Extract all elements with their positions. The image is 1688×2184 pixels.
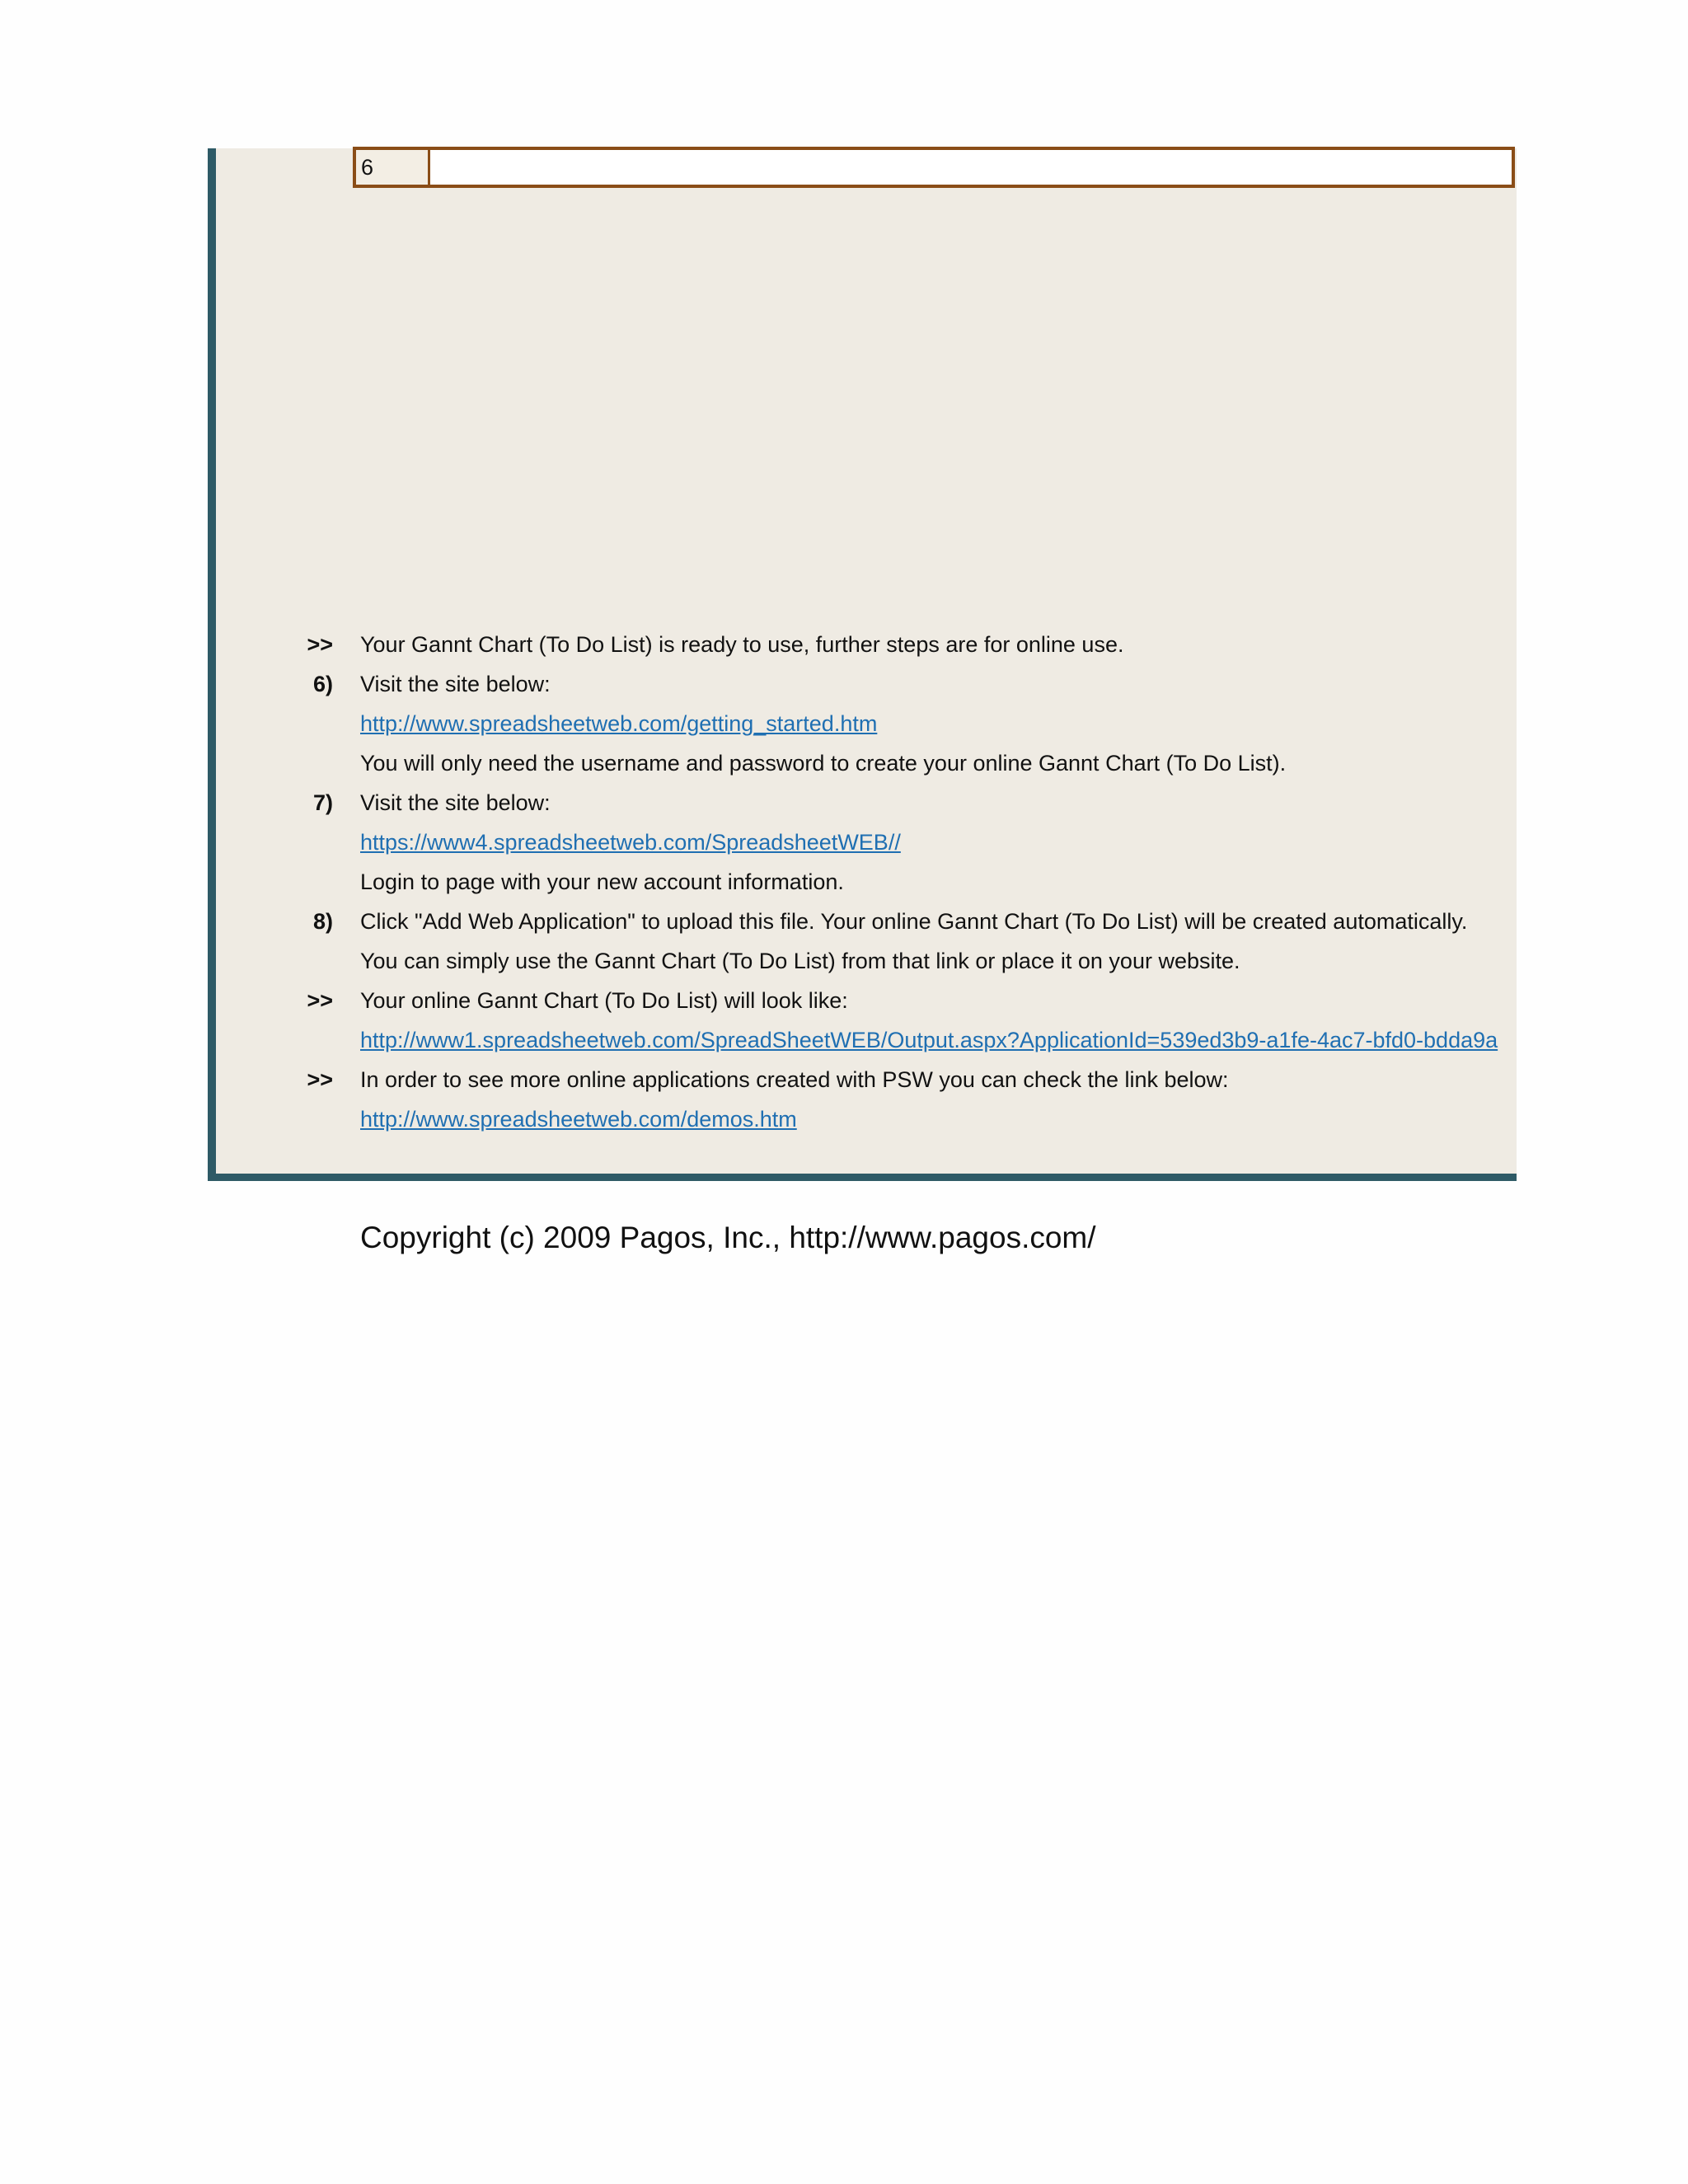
step-marker: >> bbox=[307, 988, 333, 1013]
step-username-note bbox=[298, 743, 1517, 783]
step-marker: >> bbox=[307, 632, 333, 657]
step-text: You will only need the username and password to create your online Gannt Chart (To Do List). bbox=[360, 751, 1287, 776]
task-number-cell: 6 bbox=[356, 150, 430, 185]
step-text: Your online Gannt Chart (To Do List) will look like: bbox=[360, 988, 848, 1013]
step-demos-link bbox=[298, 1099, 1517, 1139]
step-text: Your Gannt Chart (To Do List) is ready to use, further steps are for online use. bbox=[360, 632, 1124, 657]
output-application-link[interactable]: http://www1.spreadsheetweb.com/SpreadSheetWEB/Output.aspx?ApplicationId=539ed3b9-a1fe-4ac7-bfd0-bdda9a bbox=[360, 1028, 1498, 1052]
step-text: Click "Add Web Application" to upload this file. Your online Gannt Chart (To Do List) will be created automatically. bbox=[360, 909, 1468, 934]
step-online-preview bbox=[298, 981, 1517, 1020]
step-6-visit-site bbox=[298, 664, 1517, 704]
step-more-applications bbox=[298, 1060, 1517, 1099]
step-text: Visit the site below: bbox=[360, 672, 551, 696]
step-7-visit-site bbox=[298, 783, 1517, 823]
step-ready bbox=[298, 625, 1517, 664]
step-marker: 7) bbox=[312, 790, 333, 815]
step-output-link bbox=[298, 1020, 1517, 1060]
spreadsheetweb-login-link[interactable]: https://www4.spreadsheetweb.com/SpreadsheetWEB// bbox=[360, 830, 901, 855]
step-getting-started-link bbox=[298, 704, 1517, 743]
step-marker: >> bbox=[307, 1067, 333, 1092]
step-marker: 6) bbox=[312, 672, 333, 696]
step-login-link bbox=[298, 823, 1517, 862]
step-text: Visit the site below: bbox=[360, 790, 551, 815]
panel-left-border bbox=[208, 148, 216, 1180]
task-row[interactable] bbox=[353, 147, 1515, 188]
step-text: In order to see more online applications created with PSW you can check the link below: bbox=[360, 1067, 1229, 1092]
step-text: You can simply use the Gannt Chart (To Do List) from that link or place it on your website. bbox=[360, 949, 1240, 973]
step-text: Login to page with your new account information. bbox=[360, 869, 844, 894]
step-8-add-web-application bbox=[298, 902, 1517, 941]
demos-link[interactable]: http://www.spreadsheetweb.com/demos.htm bbox=[360, 1107, 797, 1132]
panel-bottom-border bbox=[208, 1174, 1517, 1181]
step-use-link-note bbox=[298, 941, 1517, 981]
step-login-note bbox=[298, 862, 1517, 902]
step-marker: 8) bbox=[312, 909, 333, 934]
copyright-footer: Copyright (c) 2009 Pagos, Inc., http://www.pagos.com/ bbox=[360, 1221, 1096, 1254]
getting-started-link[interactable]: http://www.spreadsheetweb.com/getting_started.htm bbox=[360, 711, 878, 736]
